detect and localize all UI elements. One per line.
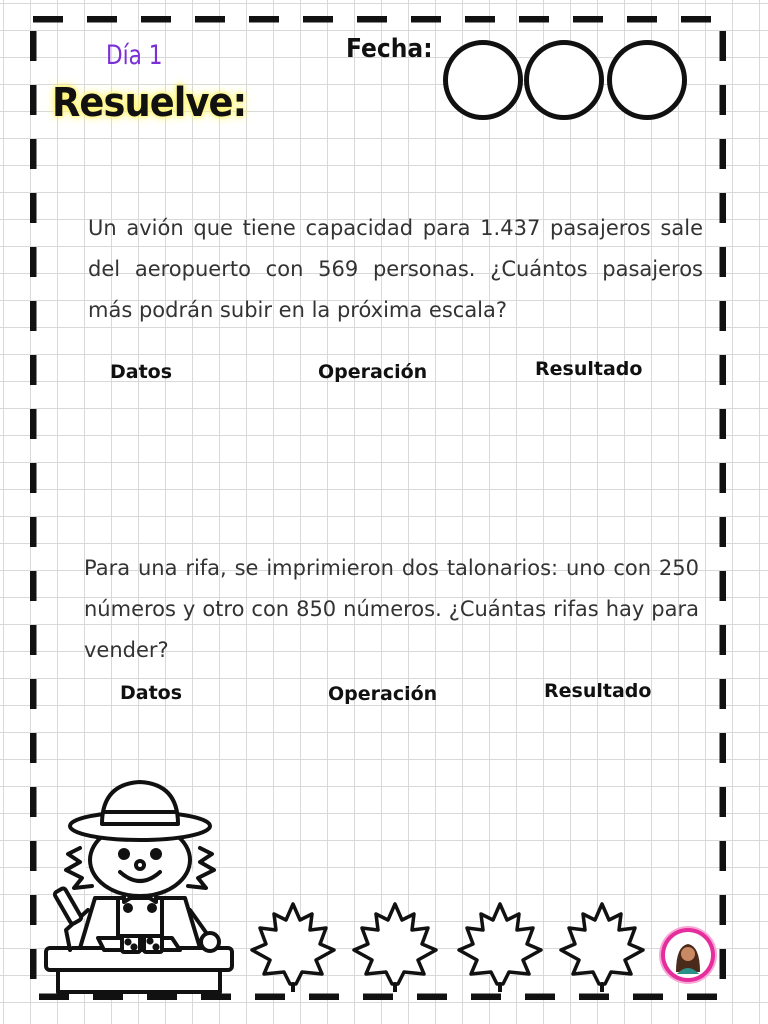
problem-2-text: Para una rifa, se imprimieron dos talonarios: uno con 250 números y otro con 850 números. ¿Cuántas rifas hay para vender?	[84, 556, 699, 662]
date-circle-month[interactable]	[524, 40, 604, 120]
leaf-icon	[559, 900, 645, 996]
date-label: Fecha:	[346, 34, 433, 64]
author-badge-icon	[661, 928, 715, 982]
date-circle-day[interactable]	[443, 40, 523, 120]
problem-2-resultado-label: Resultado	[544, 680, 652, 702]
leaf-icon	[352, 900, 438, 996]
problem-1-text: Un avión que tiene capacidad para 1.437 pasajeros sale del aeropuerto con 569 personas. ¿Cuántos pasajeros más podrán subir en la próxima escala?	[88, 216, 703, 322]
page-title: Resuelve:	[52, 80, 247, 126]
problem-2-operacion-label: Operación	[328, 683, 438, 705]
leaf-icon	[457, 900, 543, 996]
problem-2-datos-label: Datos	[120, 682, 183, 704]
leaf-icon	[250, 900, 336, 996]
date-circle-year[interactable]	[607, 40, 687, 120]
problem-1-datos-label: Datos	[110, 361, 173, 383]
problem-1-resultado-label: Resultado	[535, 358, 643, 380]
problem-1-operacion-label: Operación	[318, 361, 428, 383]
day-label: Día 1	[106, 40, 163, 71]
scarecrow-with-dice-icon	[40, 770, 240, 1002]
